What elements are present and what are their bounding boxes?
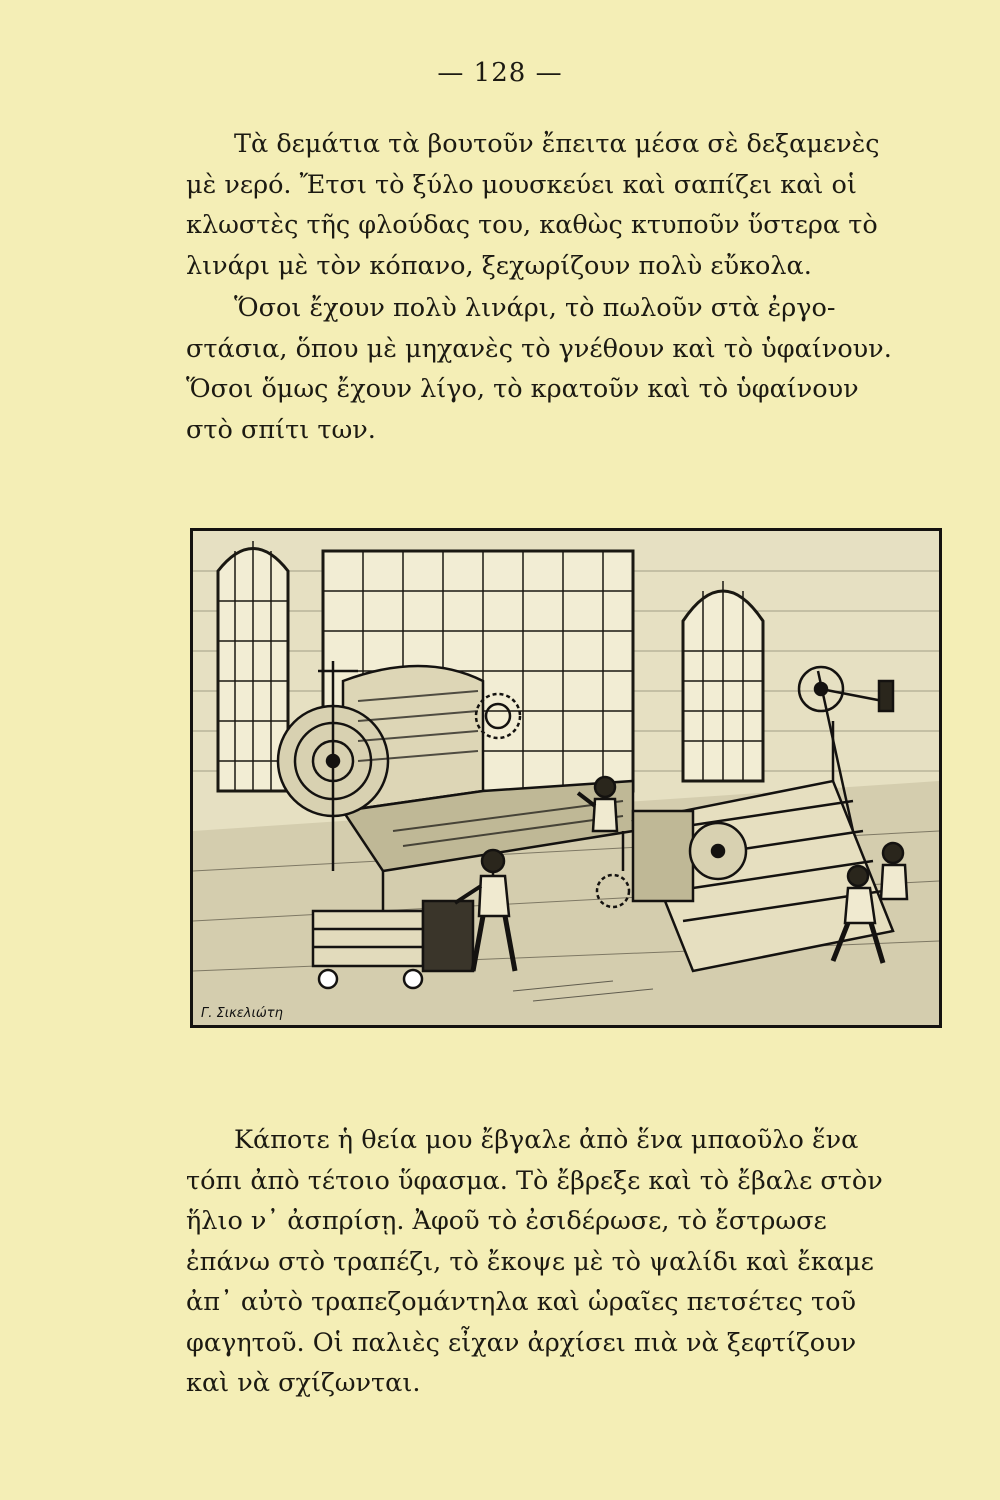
text-line: Ὅσοι ὅμως ἔχουν λίγο, τὸ κρατοῦν καὶ τὸ ὑφαίνουν xyxy=(186,374,859,404)
paragraph-1 xyxy=(186,124,946,286)
text-line: ἥλιο ν᾿ ἀσπρίσῃ. Ἀφοῦ τὸ ἐσιδέρωσε, τὸ ἔστρωσε xyxy=(186,1206,827,1236)
text-line: λινάρι μὲ τὸν κόπανο, ξεχωρίζουν πολὺ εὔκολα. xyxy=(186,250,812,281)
text-line: Τὰ δεμάτια τὰ βουτοῦν ἔπειτα μέσα σὲ δεξαμενὲς xyxy=(234,129,880,159)
paragraph-3 xyxy=(186,1120,946,1404)
text-line: μὲ νερό. Ἔτσι τὸ ξύλο μουσκεύει καὶ σαπίζει καὶ οἱ xyxy=(186,169,857,200)
factory-illustration xyxy=(190,528,942,1028)
factory-drawing xyxy=(193,531,939,1025)
text-line: καὶ νὰ σχίζωνται. xyxy=(186,1368,421,1398)
text-line: Κάποτε ἡ θεία μου ἔβγαλε ἀπὸ ἕνα μπαοῦλο ἕνα xyxy=(234,1125,859,1155)
paragraph-2 xyxy=(186,288,946,450)
page-number: — 128 — xyxy=(437,58,563,88)
worker-loom-2 xyxy=(881,843,907,899)
text-line: στὸ σπίτι των. xyxy=(186,414,376,445)
text-line: κλωστὲς τῆς φλούδας του, καθὼς κτυποῦν ὕστερα τὸ xyxy=(186,210,878,240)
text-line: Ὅσοι ἔχουν πολὺ λινάρι, τὸ πωλοῦν στὰ ἐργο- xyxy=(234,293,836,323)
artist-signature: Γ. Σικελιώτη xyxy=(201,1006,283,1021)
text-line: φαγητοῦ. Οἱ παλιὲς εἶχαν ἀρχίσει πιὰ νὰ ξεφτίζουν xyxy=(186,1327,857,1358)
text-line: στάσια, ὅπου μὲ μηχανὲς τὸ γνέθουν καὶ τὸ ὑφαίνουν. xyxy=(186,333,892,364)
text-line: ἐπάνω στὸ τραπέζι, τὸ ἔκοψε μὲ τὸ ψαλίδι καὶ ἔκαμε xyxy=(186,1246,874,1277)
text-line: τόπι ἀπὸ τέτοιο ὕφασμα. Τὸ ἔβρεξε καὶ τὸ ἔβαλε στὸν xyxy=(186,1165,883,1196)
window-right xyxy=(683,581,763,781)
text-line: ἀπ᾿ αὐτὸ τραπεζομάντηλα καὶ ὡραῖες πετσέτες τοῦ xyxy=(186,1287,856,1317)
